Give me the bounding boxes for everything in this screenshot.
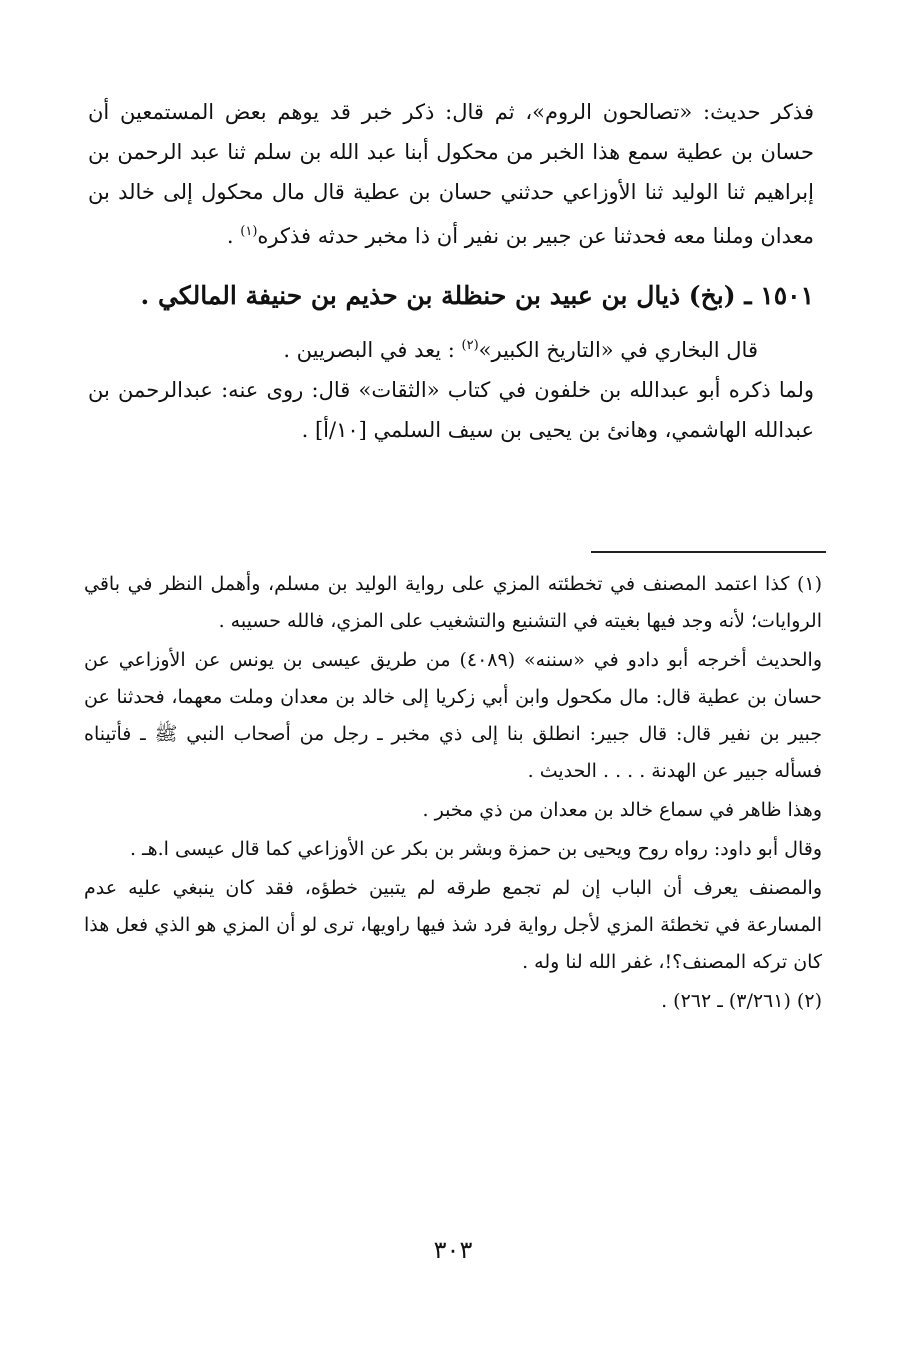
paragraph-khalfun: ولما ذكره أبو عبدالله بن خلفون في كتاب «الثقات» قال: روى عنه: عبدالرحمن بن عبدالله الهاشمي، وهانئ بن يحيى بن سيف السلمي [١٠/أ] . <box>88 378 814 442</box>
footnote-ref-1: (١) <box>240 224 258 239</box>
footnote-divider <box>591 551 826 553</box>
footnote-ref-2: (٢) <box>461 338 479 353</box>
bukhari-line-text: قال البخاري في «التاريخ الكبير» <box>478 338 758 362</box>
paragraph-hadith <box>88 92 814 256</box>
main-text <box>88 92 814 450</box>
bukhari-line-end: : يعد في البصريين . <box>283 338 462 362</box>
paragraph-hadith-end: . <box>226 224 241 248</box>
footnote-1-abudawud: وقال أبو داود: رواه روح ويحيى بن حمزة وبشر بن بكر عن الأوزاعي كما قال عيسى ا.هـ . <box>129 838 822 860</box>
paragraph-hadith-text: فذكر حديث: «تصالحون الروم»، ثم قال: ذكر خبر قد يوهم بعض المستمعين أن حسان بن عطية سمع هذا الخبر من محكول أبنا عبد الله بن سلم ثنا عبد الرحمن بن إبراهيم ثنا الوليد ثنا الأوزاعي حدثني حسان بن عطية قال مال محكول إلى خالد بن معدان وملنا معه فحدثنا عن جبير بن نفير أن ذا مخبر حدثه فذكره <box>88 100 814 248</box>
footnotes <box>84 566 822 1022</box>
page-number: ٣٠٣ <box>433 1236 473 1264</box>
entry-heading: ١٥٠١ ـ (بخ) ذيال بن عبيد بن حنظلة بن حذيم بن حنيفة المالكي . <box>140 281 814 310</box>
footnote-2: (٢) (٣/٢٦١) ـ ٢٦٢) . <box>661 990 822 1012</box>
footnote-1-conclusion: والمصنف يعرف أن الباب إن لم تجمع طرقه لم يتبين خطؤه، فقد كان ينبغي عليه عدم المسارعة في تخطئة المزي لأجل رواية فرد شذ فيها راويها، ترى لو أن المزي هو الذي فعل هذا كان تركه المصنف؟!، غفر الله لنا وله . <box>84 877 822 973</box>
footnote-1-remark: وهذا ظاهر في سماع خالد بن معدان من ذي مخبر . <box>422 799 822 821</box>
footnote-1-intro: (١) كذا اعتمد المصنف في تخطئته المزي على رواية الوليد بن مسلم، وأهمل النظر في باقي الروايات؛ لأنه وجد فيها بغيته في التشنيع والتشغيب على المزي، فالله حسيبه . <box>84 573 822 632</box>
footnote-1-hadith: والحديث أخرجه أبو دادو في «سننه» (٤٠٨٩) من طريق عيسى بن يونس عن الأوزاعي عن حسان بن عطية قال: مال مكحول وابن أبي زكريا إلى خالد بن معدان وملت معهما، فحدثنا عن جبير بن نفير قال: قال جبير: انطلق بنا إلى ذي مخبر ـ رجل من أصحاب النبي ﷺ ـ فأتيناه فسأله جبير عن الهدنة . . . . الحديث . <box>84 649 823 782</box>
bukhari-line <box>88 326 814 370</box>
